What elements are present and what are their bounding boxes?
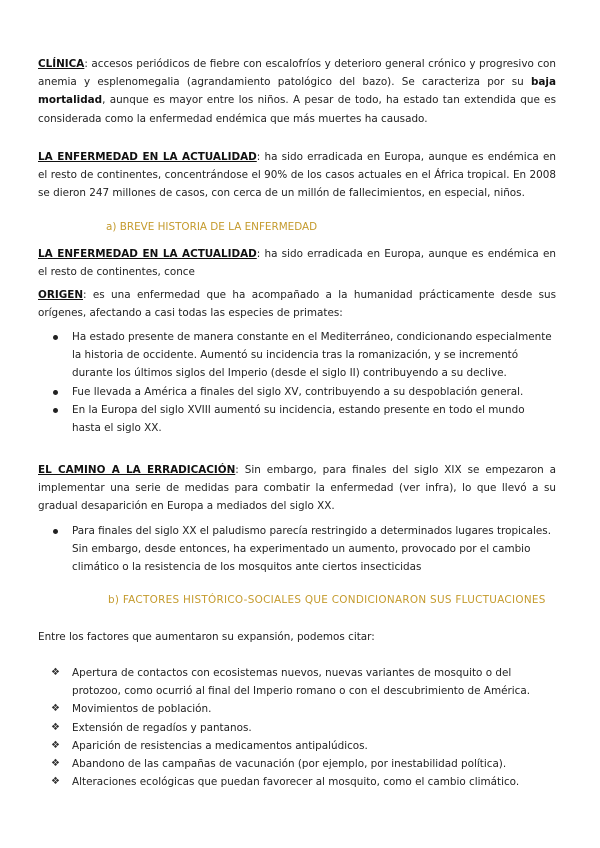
diamond-bullet-icon: ❖ <box>51 776 60 788</box>
diamond-bullet-icon: ❖ <box>51 667 60 678</box>
diamond-bullet-icon: ❖ <box>51 703 60 715</box>
clinica-label: CLÍNICA <box>38 58 85 70</box>
list-item: ❖ Movimientos de población. <box>38 700 556 718</box>
list-item: ❖ Apertura de contactos con ecosistemas nuevos, nuevas variantes de mosquito o del protozoo, como ocurrió al final del Imperio romano o con el descubrimiento de América. <box>38 664 556 700</box>
camino-label: EL CAMINO A LA ERRADICACIÓN <box>38 464 236 476</box>
actualidad-paragraph-2 <box>38 245 556 281</box>
diamond-bullet-icon: ❖ <box>51 758 60 770</box>
bullet-dot-icon <box>53 408 58 413</box>
list-item: Ha estado presente de manera constante en el Mediterráneo, condicionando especialmente la historia de occidente. Aumentó su incidencia tras la romanización, y se incrementó durante los últimos siglos del Imperio (desde el siglo II) contribuyendo a su declive. <box>38 328 556 383</box>
list-item: ❖ Abandono de las campañas de vacunación (por ejemplo, por inestabilidad política). <box>38 755 556 773</box>
actualidad-label: LA ENFERMEDAD EN LA ACTUALIDAD <box>38 151 257 163</box>
origen-label: ORIGEN <box>38 289 84 301</box>
origen-paragraph <box>38 286 556 322</box>
clinica-text-1: : accesos periódicos de fiebre con escalofríos y deterioro general crónico y progresivo con anemia y esplenomegalia (agrandamiento patológico del bazo). Se caracteriza por su <box>38 58 556 89</box>
clinica-bold: baja mortalidad <box>38 76 556 107</box>
bullet-dot-icon <box>53 529 58 534</box>
bullet-dot-icon <box>53 390 58 395</box>
clinica-paragraph <box>38 55 556 128</box>
heading-factores: b) FACTORES HISTÓRICO-SOCIALES QUE CONDICIONARON SUS FLUCTUACIONES <box>108 594 546 606</box>
camino-list <box>38 522 556 577</box>
bullet-dot-icon <box>53 335 58 340</box>
list-item: Para finales del siglo XX el paludismo parecía restringido a determinados lugares tropicales. Sin embargo, desde entonces, ha experimentado un aumento, provocado por el cambio climático o la resistencia de los mosquitos ante ciertos insecticidas <box>38 522 556 577</box>
origen-list <box>38 328 556 437</box>
clinica-text-2: , aunque es mayor entre los niños. A pesar de todo, ha estado tan extendida que es considerada como la enfermedad endémica que más muertes ha causado. <box>38 94 556 125</box>
list-item: ❖ Alteraciones ecológicas que puedan favorecer al mosquito, como el cambio climático. <box>38 773 556 791</box>
factores-intro: Entre los factores que aumentaron su expansión, podemos citar: <box>38 631 375 643</box>
actualidad-paragraph <box>38 148 556 203</box>
list-item: ❖ Aparición de resistencias a medicamentos antipalúdicos. <box>38 737 556 755</box>
list-item: ❖ Extensión de regadíos y pantanos. <box>38 719 556 737</box>
camino-paragraph <box>38 461 556 516</box>
actualidad-label-2: LA ENFERMEDAD EN LA ACTUALIDAD <box>38 248 257 260</box>
list-item: Fue llevada a América a finales del siglo XV, contribuyendo a su despoblación general. <box>38 383 556 401</box>
list-item: En la Europa del siglo XVIII aumentó su incidencia, estando presente en todo el mundo hasta el siglo XX. <box>38 401 556 437</box>
diamond-bullet-icon: ❖ <box>51 721 60 733</box>
factores-list <box>38 664 556 791</box>
origen-text: : es una enfermedad que ha acompañado a la humanidad prácticamente desde sus orígenes, afectando a casi todas las especies de primates: <box>38 289 556 320</box>
camino-text: : Sin embargo, para finales del siglo XIX se empezaron a implementar una serie de medidas para combatir la enfermedad (ver infra), lo que llevó a su gradual desaparición en Europa a mediados del siglo XX. <box>38 464 556 513</box>
heading-breve-historia: a) BREVE HISTORIA DE LA ENFERMEDAD <box>106 221 318 233</box>
actualidad-text: : ha sido erradicada en Europa, aunque es endémica en el resto de continentes, concentrándose el 90% de los casos actuales en el África tropical. En 2008 se dieron 247 millones de casos, con cerca de un millón de fallecimientos, en especial, niños. <box>38 151 556 200</box>
actualidad-text-2: : ha sido erradicada en Europa, aunque es endémica en el resto de continentes, conce <box>38 248 556 279</box>
diamond-bullet-icon: ❖ <box>51 739 60 751</box>
